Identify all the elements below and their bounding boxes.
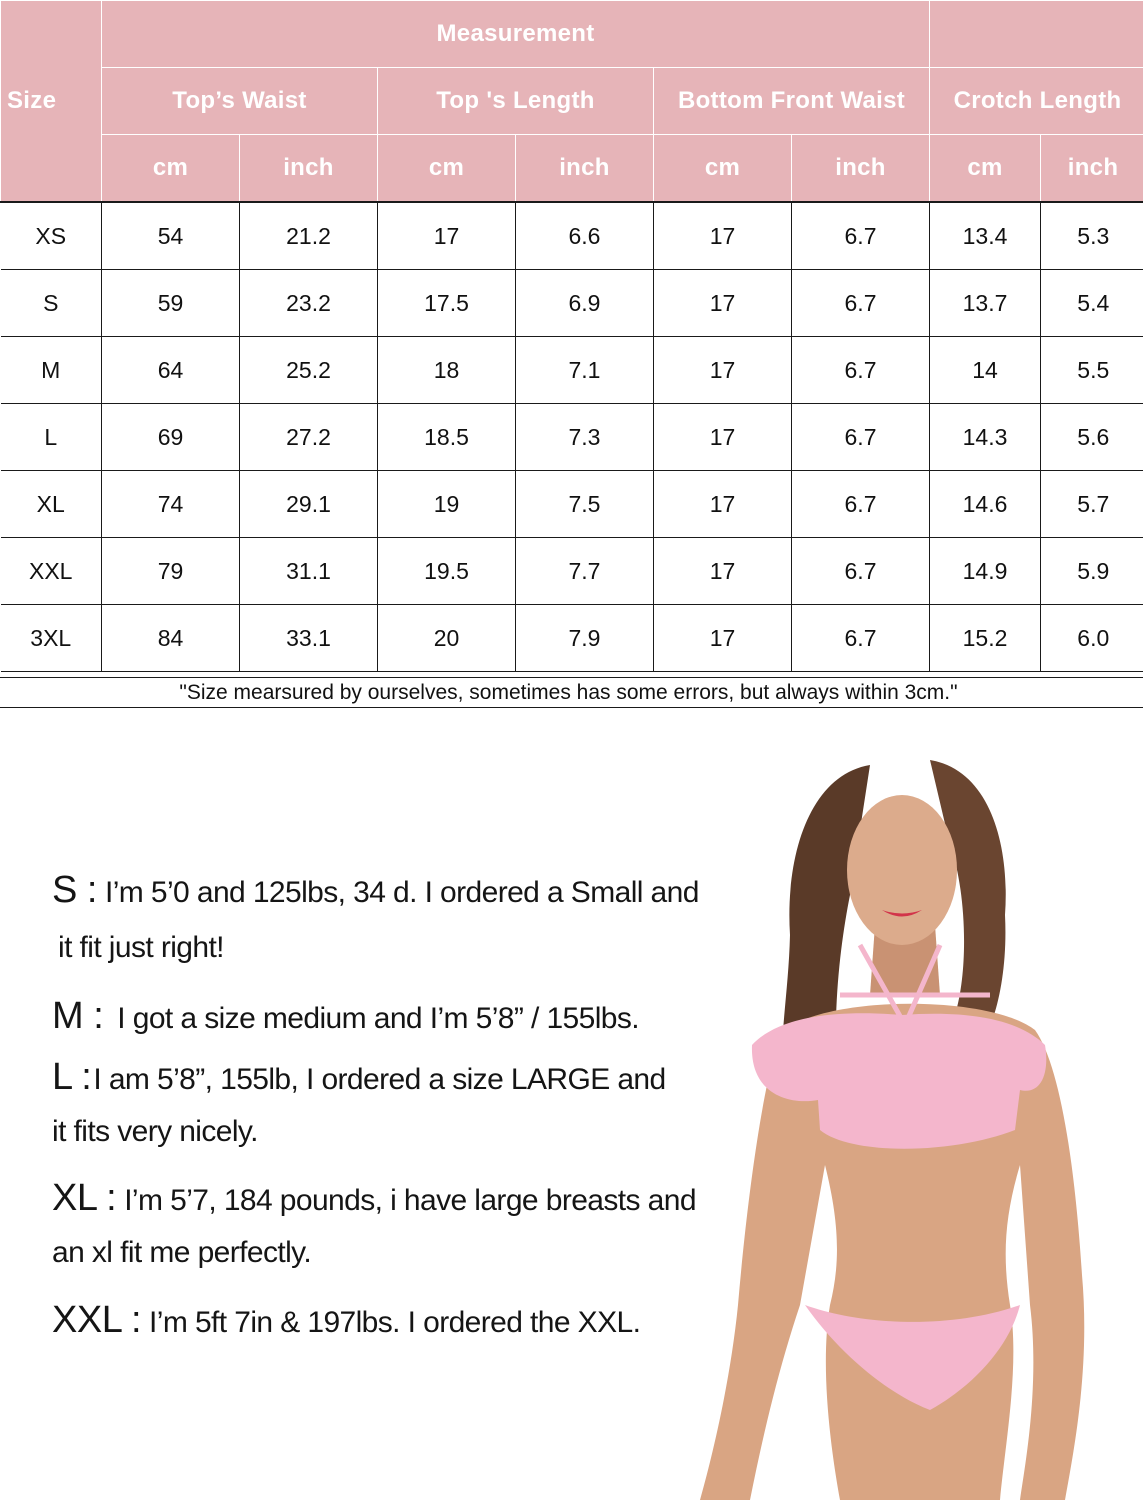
table-cell: 6.7 xyxy=(792,538,930,605)
table-cell: 17 xyxy=(378,202,516,270)
table-cell: 25.2 xyxy=(240,337,378,404)
table-cell: 13.4 xyxy=(930,202,1041,270)
review-l xyxy=(52,1059,666,1098)
table-cell: 6.7 xyxy=(792,605,930,672)
table-cell: 19 xyxy=(378,471,516,538)
table-cell: 13.7 xyxy=(930,270,1041,337)
size-label-cell: 3XL xyxy=(1,605,102,672)
review-size-tag: L : xyxy=(52,1056,91,1098)
table-cell: 5.5 xyxy=(1041,337,1143,404)
table-cell: 5.9 xyxy=(1041,538,1143,605)
table-cell: 5.3 xyxy=(1041,202,1143,270)
table-row xyxy=(1,605,1143,672)
size-label-cell: S xyxy=(1,270,102,337)
review-s-continued: it fit just right! xyxy=(58,930,224,966)
unit-header: inch xyxy=(1041,135,1143,203)
review-text: I’m 5’0 and 125lbs, 34 d. I ordered a Small and xyxy=(105,876,699,909)
model-photo xyxy=(690,745,1143,1500)
review-size-tag: M : xyxy=(52,995,103,1037)
table-cell: 6.9 xyxy=(516,270,654,337)
table-cell: 6.7 xyxy=(792,337,930,404)
table-cell: 5.7 xyxy=(1041,471,1143,538)
review-xl-continued: an xl fit me perfectly. xyxy=(52,1235,311,1271)
table-cell: 79 xyxy=(102,538,240,605)
table-row xyxy=(1,270,1143,337)
table-cell: 14.6 xyxy=(930,471,1041,538)
table-cell: 5.4 xyxy=(1041,270,1143,337)
unit-header: cm xyxy=(654,135,792,203)
table-cell: 64 xyxy=(102,337,240,404)
table-cell: 84 xyxy=(102,605,240,672)
table-cell: 14.9 xyxy=(930,538,1041,605)
face-shape xyxy=(847,795,957,945)
group-header-tops-waist: Top’s Waist xyxy=(102,68,378,135)
table-cell: 20 xyxy=(378,605,516,672)
review-text: I’m 5ft 7in & 197lbs. I ordered the XXL. xyxy=(149,1306,640,1339)
table-cell: 18 xyxy=(378,337,516,404)
review-s xyxy=(52,872,699,911)
size-label-cell: XL xyxy=(1,471,102,538)
table-row xyxy=(1,337,1143,404)
review-l-continued: it fits very nicely. xyxy=(52,1114,258,1150)
table-cell: 59 xyxy=(102,270,240,337)
table-cell: 5.6 xyxy=(1041,404,1143,471)
table-cell: 14.3 xyxy=(930,404,1041,471)
unit-header: cm xyxy=(378,135,516,203)
table-cell: 17 xyxy=(654,270,792,337)
table-cell: 6.7 xyxy=(792,404,930,471)
table-cell: 17 xyxy=(654,404,792,471)
model-illustration xyxy=(690,745,1143,1500)
size-table-body xyxy=(1,202,1143,672)
table-cell: 7.1 xyxy=(516,337,654,404)
group-header-crotch-length: Crotch Length xyxy=(930,68,1143,135)
table-row xyxy=(1,202,1143,270)
table-cell: 18.5 xyxy=(378,404,516,471)
size-label-cell: L xyxy=(1,404,102,471)
table-cell: 6.7 xyxy=(792,202,930,270)
table-cell: 19.5 xyxy=(378,538,516,605)
table-cell: 17.5 xyxy=(378,270,516,337)
table-cell: 17 xyxy=(654,202,792,270)
table-cell: 6.7 xyxy=(792,270,930,337)
table-cell: 54 xyxy=(102,202,240,270)
measurement-header-blank xyxy=(930,1,1143,68)
size-header: Size xyxy=(1,1,102,203)
table-cell: 7.9 xyxy=(516,605,654,672)
table-cell: 31.1 xyxy=(240,538,378,605)
table-row xyxy=(1,404,1143,471)
measurement-header: Measurement xyxy=(102,1,930,68)
table-cell: 7.7 xyxy=(516,538,654,605)
table-cell: 6.0 xyxy=(1041,605,1143,672)
unit-header: inch xyxy=(516,135,654,203)
group-header-bottom-front-waist: Bottom Front Waist xyxy=(654,68,930,135)
table-cell: 6.7 xyxy=(792,471,930,538)
table-cell: 33.1 xyxy=(240,605,378,672)
review-size-tag: XXL : xyxy=(52,1299,141,1341)
size-chart-table xyxy=(0,0,1143,672)
table-cell: 17 xyxy=(654,471,792,538)
unit-header: cm xyxy=(930,135,1041,203)
table-cell: 15.2 xyxy=(930,605,1041,672)
review-size-tag: XL : xyxy=(52,1177,116,1219)
unit-header: inch xyxy=(792,135,930,203)
review-xl xyxy=(52,1180,696,1219)
unit-header: cm xyxy=(102,135,240,203)
size-label-cell: M xyxy=(1,337,102,404)
review-text: I’m 5’7, 184 pounds, i have large breasts and xyxy=(124,1184,696,1217)
review-text: I got a size medium and I’m 5’8” / 155lbs. xyxy=(117,1002,639,1035)
table-cell: 69 xyxy=(102,404,240,471)
review-m xyxy=(52,998,639,1037)
table-cell: 7.5 xyxy=(516,471,654,538)
size-label-cell: XS xyxy=(1,202,102,270)
table-cell: 21.2 xyxy=(240,202,378,270)
group-header-tops-length: Top 's Length xyxy=(378,68,654,135)
table-cell: 17 xyxy=(654,538,792,605)
table-cell: 17 xyxy=(654,605,792,672)
review-xxl xyxy=(52,1302,640,1341)
table-row xyxy=(1,471,1143,538)
size-note: "Size mearsured by ourselves, sometimes has some errors, but always within 3cm." xyxy=(0,677,1143,708)
table-cell: 27.2 xyxy=(240,404,378,471)
table-cell: 7.3 xyxy=(516,404,654,471)
unit-header: inch xyxy=(240,135,378,203)
review-text: I am 5’8”, 155lb, I ordered a size LARGE and xyxy=(93,1063,665,1096)
table-cell: 6.6 xyxy=(516,202,654,270)
table-row xyxy=(1,538,1143,605)
table-cell: 74 xyxy=(102,471,240,538)
size-label-cell: XXL xyxy=(1,538,102,605)
table-cell: 17 xyxy=(654,337,792,404)
review-size-tag: S : xyxy=(52,869,97,911)
table-cell: 29.1 xyxy=(240,471,378,538)
table-cell: 14 xyxy=(930,337,1041,404)
table-cell: 23.2 xyxy=(240,270,378,337)
